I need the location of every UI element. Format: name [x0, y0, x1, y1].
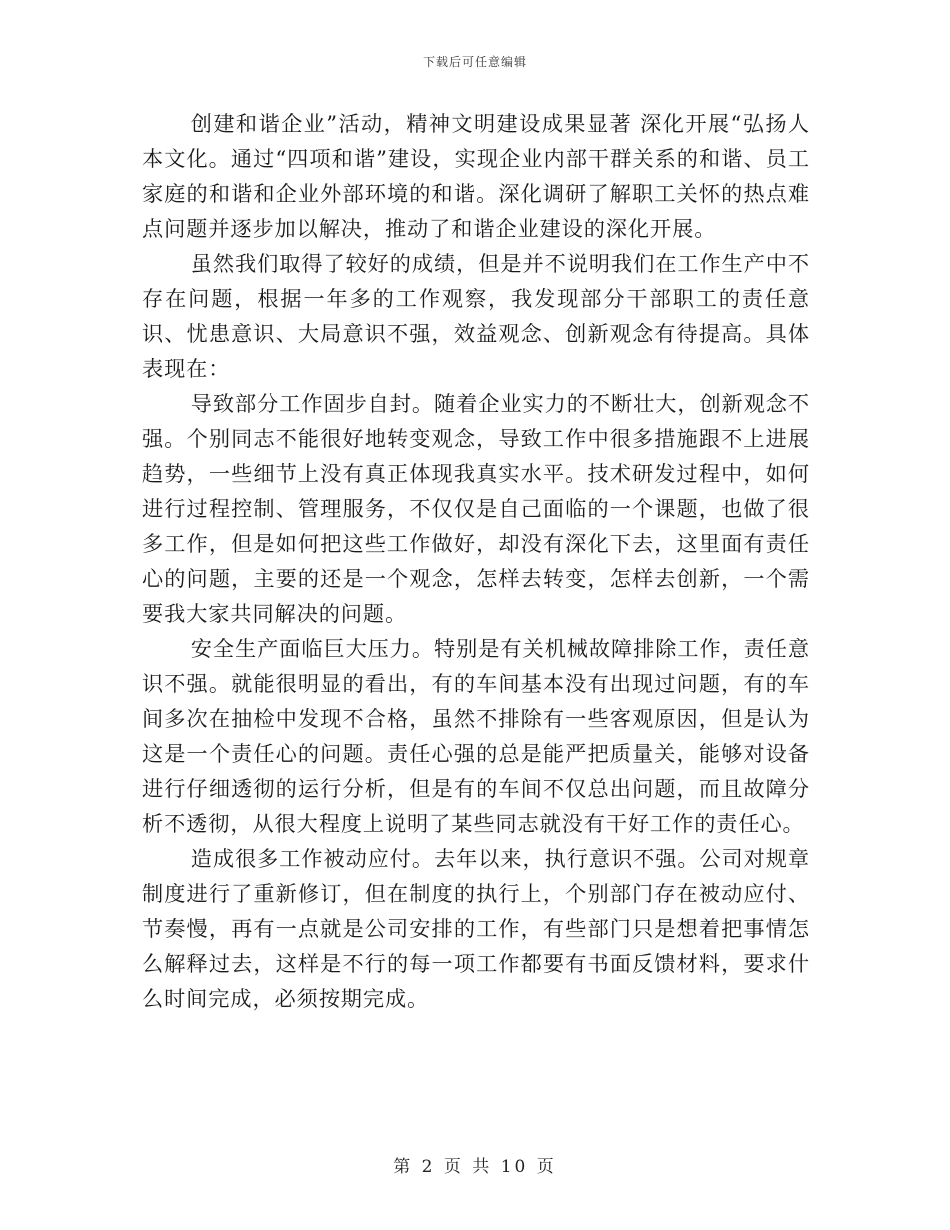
- paragraph-execution: 造成很多工作被动应付。去年以来，执行意识不强。公司对规章制度进行了重新修订，但在制度的执行上，个别部门存在被动应付、节奏慢，再有一点就是公司安排的工作，有些部门只是想着把事情怎么解释过去，这样是不行的每一项工作都要有书面反馈材料，要求什么时间完成，必须按期完成。: [142, 846, 810, 1011]
- page-number: 第 2 页 共 10 页: [393, 1157, 557, 1177]
- header-note: 下载后可任意编辑: [422, 55, 527, 69]
- document-body: [142, 106, 810, 1016]
- paragraph-innovation: 导致部分工作固步自封。随着企业实力的不断壮大，创新观念不强。个别同志不能很好地转变观念，导致工作中很多措施跟不上进展趋势，一些细节上没有真正体现我真实水平。技术研发过程中，如何进行过程控制、管理服务，不仅仅是自己面临的一个课题，也做了很多工作，但是如何把这些工作做好，却没有深化下去，这里面有责任心的问题，主要的还是一个观念，怎样去转变，怎样去创新，一个需要我大家共同解决的问题。: [142, 391, 810, 626]
- paragraph-harmony: 创建和谐企业”活动，精神文明建设成果显著 深化开展“弘扬人本文化。通过“四项和谐”建设，实现企业内部干群关系的和谐、员工家庭的和谐和企业外部环境的和谐。深化调研了解职工关怀的热点难点问题并逐步加以解决，推动了和谐企业建设的深化开展。: [142, 111, 810, 241]
- paragraph-safety: 安全生产面临巨大压力。特别是有关机械故障排除工作，责任意识不强。就能很明显的看出，有的车间基本没有出现过问题，有的车间多次在抽检中发现不合格，虽然不排除有一些客观原因，但是认为这是一个责任心的问题。责任心强的总是能严把质量关，能够对设备进行仔细透彻的运行分析，但是有的车间不仅总出问题，而且故障分析不透彻，从很大程度上说明了某些同志就没有干好工作的责任心。: [142, 636, 810, 836]
- paragraph-problems: 虽然我们取得了较好的成绩，但是并不说明我们在工作生产中不存在问题，根据一年多的工作观察，我发现部分干部职工的责任意识、忧患意识、大局意识不强，效益观念、创新观念有待提高。具体表现在：: [142, 251, 810, 381]
